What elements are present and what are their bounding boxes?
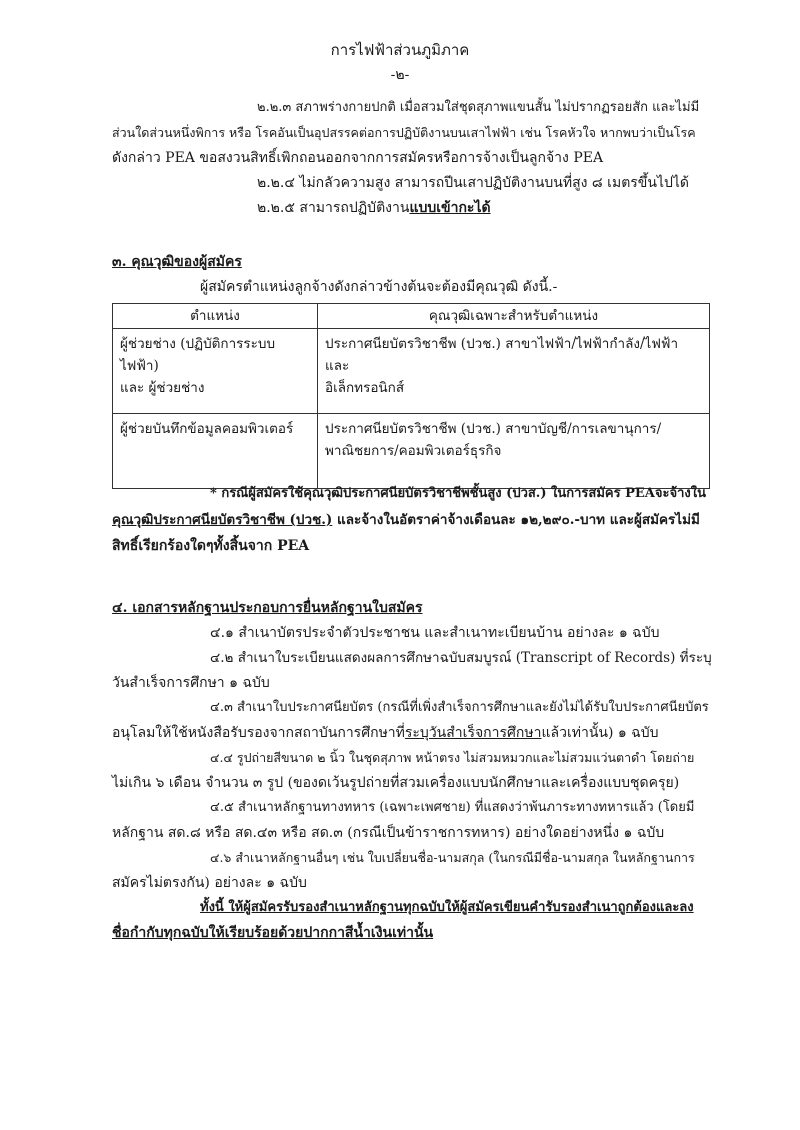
note-underlined: คุณวุฒิประกาศนียบัตรวิชาชีพ (ปวช.): [112, 512, 333, 528]
item-4-4-line2: ไม่เกิน ๖ เดือน จำนวน ๓ รูป (ของดเว้นรูปถ่ายที่สวมเครื่องแบบนักศึกษาและเครื่องแบบชุดครุย): [112, 775, 680, 791]
position-line1: ผู้ช่วยช่าง (ปฏิบัติการระบบไฟฟ้า): [120, 336, 276, 374]
item-4-3-text-b: แล้วเท่านั้น) ๑ ฉบับ: [541, 725, 659, 741]
item-2-2-3-line1: ๒.๒.๓ สภาพร่างกายปกติ เมื่อสวมใส่ชุดสุภาพแขนสั้น ไม่ปรากฏรอยสัก และไม่มี: [257, 100, 700, 115]
item-2-2-3-line3: ดังกล่าว PEA ขอสงวนสิทธิ์เพิกถอนออกจากการสมัครหรือการจ้างเป็นลูกจ้าง PEA: [112, 150, 604, 166]
section-4-heading: ๔. เอกสารหลักฐานประกอบการยื่นหลักฐานใบสมัคร: [112, 600, 423, 616]
table-cell-qualification: [318, 414, 710, 489]
note-line3: สิทธิ์เรียกร้องใดๆทั้งสิ้นจาก PEA: [112, 538, 310, 554]
note-line2: [112, 510, 700, 530]
qualification-line2: พาณิชยการ/คอมพิวเตอร์ธุรกิจ: [325, 443, 502, 459]
closing-line2: ชื่อกำกับทุกฉบับให้เรียบร้อยด้วยปากกาสีน้ำเงินเท่านั้น: [112, 925, 434, 941]
table-cell-position: [113, 414, 318, 489]
item-4-1: ๔.๑ สำเนาบัตรประจำตัวประชาชน และสำเนาทะเบียนบ้าน อย่างละ ๑ ฉบับ: [210, 625, 660, 641]
item-4-3-underlined: ระบุวันสำเร็จการศึกษา: [404, 725, 542, 741]
table-cell-position: [113, 329, 318, 414]
closing-line1: ทั้งนี้ ให้ผู้สมัครรับรองสำเนาหลักฐานทุกฉบับให้ผู้สมัครเขียนคำรับรองสำเนาถูกต้องและลง: [200, 900, 694, 915]
table-row: [113, 329, 710, 414]
item-4-5-line2: หลักฐาน สด.๘ หรือ สด.๔๓ หรือ สด.๓ (กรณีเป็นข้าราชการทหาร) อย่างใดอย่างหนึ่ง ๑ ฉบับ: [112, 825, 665, 841]
table-cell-qualification: [318, 329, 710, 414]
section-3-intro: ผู้สมัครตำแหน่งลูกจ้างดังกล่าวข้างต้นจะต้องมีคุณวุฒิ ดังนี้.-: [200, 279, 558, 295]
item-2-2-5: [257, 198, 491, 218]
item-4-6-line2: สมัครไม่ตรงกัน) อย่างละ ๑ ฉบับ: [112, 875, 307, 891]
item-4-3-line2: [112, 723, 659, 743]
qualification-line2: อิเล็กทรอนิกส์: [325, 380, 405, 396]
position-line1: ผู้ช่วยบันทึกข้อมูลคอมพิวเตอร์: [120, 421, 294, 437]
item-4-2-line2: วันสำเร็จการศึกษา ๑ ฉบับ: [112, 675, 270, 691]
item-4-2-line1: ๔.๒ สำเนาใบระเบียนแสดงผลการศึกษาฉบับสมบูรณ์ (Transcript of Records) ที่ระบุ: [210, 650, 712, 666]
item-2-2-5-text: ๒.๒.๕ สามารถปฏิบัติงาน: [257, 200, 410, 216]
item-4-6-line1: ๔.๖ สำเนาหลักฐานอื่นๆ เช่น ใบเปลี่ยนชื่อ-นามสกุล (ในกรณีมีชื่อ-นามสกุล ในหลักฐานการ: [210, 850, 695, 865]
position-line2: และ ผู้ช่วยช่าง: [120, 380, 205, 396]
table-row: [113, 414, 710, 489]
qualification-line1: ประกาศนียบัตรวิชาชีพ (ปวช.) สาขาบัญชี/การเลขานุการ/: [325, 421, 662, 437]
item-4-5-line1: ๔.๕ สำเนาหลักฐานทางทหาร (เฉพาะเพศชาย) ที่แสดงว่าพ้นภาระทางทหารแล้ว (โดยมี: [210, 800, 695, 815]
header-organization: การไฟฟ้าส่วนภูมิภาค: [330, 41, 470, 59]
qualification-table: [112, 303, 710, 489]
item-2-2-4: ๒.๒.๔ ไม่กลัวความสูง สามารถปีนเสาปฏิบัติงานบนที่สูง ๘ เมตรขึ้นไปได้: [257, 175, 690, 191]
item-4-3-line1: ๔.๓ สำเนาใบประกาศนียบัตร (กรณีที่เพิ่งสำเร็จการศึกษาและยังไม่ได้รับใบประกาศนียบัตร: [210, 700, 709, 715]
table-header-qualification: คุณวุฒิเฉพาะสำหรับตำแหน่ง: [318, 304, 710, 329]
item-4-4-line1: ๔.๔ รูปถ่ายสีขนาด ๒ นิ้ว ในชุดสุภาพ หน้าตรง ไม่สวมหมวกและไม่สวมแว่นตาดำ โดยถ่าย: [210, 750, 695, 765]
note-line1: * กรณีผู้สมัครใช้คุณวุฒิประกาศนียบัตรวิชาชีพชั้นสูง (ปวส.) ในการสมัคร PEAจะจ้างใน: [210, 486, 706, 501]
page-number: -๒-: [390, 67, 410, 83]
item-2-2-3-line2: ส่วนใดส่วนหนึ่งพิการ หรือ โรคอันเป็นอุปสรรคต่อการปฏิบัติงานบนเสาไฟฟ้า เช่น โรคหัวใจ หากพบว่าเป็นโรค: [112, 125, 696, 140]
table-header-row: [113, 304, 710, 329]
qualification-line1: ประกาศนียบัตรวิชาชีพ (ปวช.) สาขาไฟฟ้า/ไฟฟ้ากำลัง/ไฟฟ้าและ: [325, 336, 679, 374]
table-header-position: ตำแหน่ง: [113, 304, 318, 329]
section-3-heading: ๓. คุณวุฒิของผู้สมัคร: [112, 254, 242, 270]
item-4-3-text-a: อนุโลมให้ใช้หนังสือรับรองจากสถาบันการศึกษาที่: [112, 725, 405, 741]
item-2-2-5-underlined: แบบเข้ากะได้: [409, 200, 491, 216]
note-line2-rest: และจ้างในอัตราค่าจ้างเดือนละ ๑๒,๒๙๐.-บาท และผู้สมัครไม่มี: [332, 512, 700, 528]
